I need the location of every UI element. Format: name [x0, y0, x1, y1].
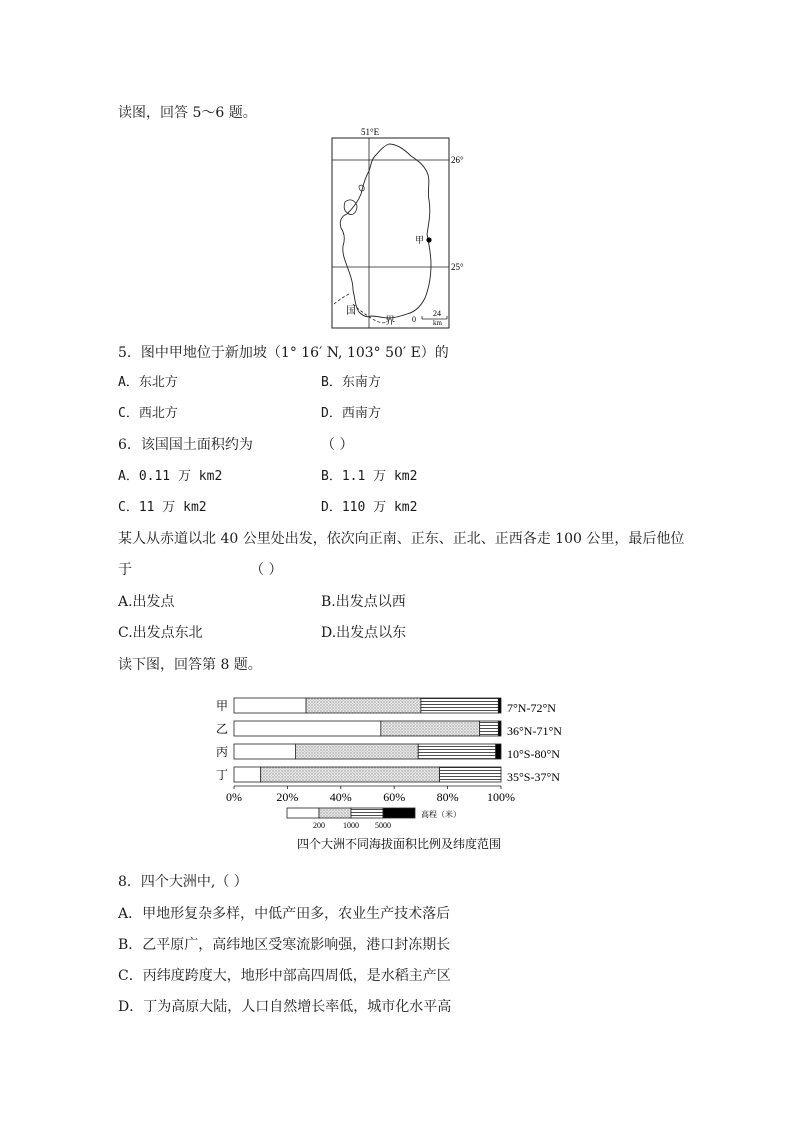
legend-swatch: [319, 808, 351, 818]
q6-option-b: B．1.1 万 km2: [321, 469, 418, 484]
border-label-guo: 国: [346, 306, 356, 317]
legend-swatch: [383, 808, 415, 818]
bar-segment-1000-乙: [381, 721, 480, 736]
legend-value: 1000: [343, 821, 359, 830]
q7-option-b: B.出发点以西: [321, 594, 406, 610]
bar-segment-1000-丙: [295, 744, 418, 759]
q6-option-a: A．0.11 万 km2: [118, 469, 223, 484]
bar-segment-200-丙: [234, 744, 295, 759]
q6-answer-bracket: （ ）: [321, 437, 354, 453]
legend-swatch: [287, 808, 319, 818]
elevation-chart: [212, 692, 592, 862]
q8-option-d: D．丁为高原大陆，人口自然增长率低，城市化水平高: [118, 999, 452, 1015]
point-jia-label: 甲: [415, 235, 425, 245]
latitude-range-label: 35°S-37°N: [507, 770, 560, 784]
q7-option-a: A.出发点: [118, 594, 175, 610]
q7-stem-line1: 某人从赤道以北 40 公里处出发，依次向正南、正东、正北、正西各走 100 公里，最后他位: [118, 531, 685, 547]
scale-zero: 0: [412, 315, 416, 324]
q5-stem: 5．图中甲地位于新加坡（1° 16′ N, 103° 50′ E）的: [118, 345, 449, 361]
bar-segment-200-甲: [234, 698, 306, 713]
category-label: 丙: [216, 745, 229, 759]
q5-option-c: C．西北方: [118, 406, 178, 421]
latitude-range-label: 10°S-80°N: [507, 747, 560, 761]
x-tick-label: 100%: [487, 790, 515, 804]
q8-stem: 8．四个大洲中,（ ）: [118, 874, 248, 890]
x-tick-label: 0%: [226, 790, 242, 804]
q5-option-a: A．东北方: [118, 375, 178, 390]
bar-segment-5000-甲: [421, 698, 498, 713]
q6-option-d: D．110 万 km2: [321, 500, 418, 515]
q5-option-d: D．西南方: [321, 406, 381, 421]
lon-label: 51°E: [361, 127, 380, 137]
lat-26-label: 26°: [451, 155, 464, 165]
bar-segment-5000-丁: [440, 767, 501, 782]
x-tick-label: 80%: [436, 790, 459, 804]
x-tick-label: 60%: [383, 790, 406, 804]
legend-title: 高程（米）: [421, 810, 461, 819]
qatar-map: [325, 126, 470, 332]
bar-segment-top-甲: [498, 698, 501, 713]
q5-option-b: B．东南方: [321, 375, 381, 390]
bar-segment-top-乙: [498, 721, 501, 736]
lat-25-label: 25°: [451, 262, 464, 272]
q7-answer-bracket: （ ）: [250, 562, 283, 578]
point-jia-marker: [426, 237, 431, 242]
category-label: 甲: [216, 699, 229, 713]
bar-segment-top-丙: [496, 744, 501, 759]
legend-value: 200: [313, 821, 325, 830]
bar-segment-5000-乙: [480, 721, 499, 736]
q7-option-d: D.出发点以东: [321, 625, 407, 641]
q8-option-a: A．甲地形复杂多样，中低产田多，农业生产技术落后: [118, 906, 451, 922]
bar-segment-200-乙: [234, 721, 381, 736]
scale-unit: km: [433, 319, 442, 327]
x-tick-label: 20%: [276, 790, 299, 804]
latitude-range-label: 7°N-72°N: [507, 701, 556, 715]
intro-8: 读下图，回答第 8 题。: [118, 657, 262, 673]
border-label-jie: 界: [385, 316, 395, 327]
legend-value: 5000: [375, 821, 391, 830]
q6-stem: 6．该国国土面积约为: [118, 437, 253, 453]
q6-option-c: C．11 万 km2: [118, 500, 207, 515]
intro-5-6: 读图，回答 5～6 题。: [118, 105, 257, 121]
q7-option-c: C.出发点东北: [118, 625, 203, 641]
q8-option-c: C．丙纬度跨度大，地形中部高四周低，是水稻主产区: [118, 968, 451, 984]
chart-caption: 四个大洲不同海拔面积比例及纬度范围: [297, 837, 502, 851]
bar-segment-1000-甲: [306, 698, 421, 713]
q8-option-b: B．乙平原广，高纬地区受寒流影响强，港口封冻期长: [118, 937, 451, 953]
bar-segment-1000-丁: [261, 767, 440, 782]
category-label: 乙: [216, 722, 229, 736]
scale-value: 24: [433, 309, 441, 318]
legend-swatch: [351, 808, 383, 818]
category-label: 丁: [216, 768, 229, 782]
q7-stem-line2: 于: [118, 562, 132, 578]
bar-segment-200-丁: [234, 767, 261, 782]
bar-segment-5000-丙: [418, 744, 495, 759]
latitude-range-label: 36°N-71°N: [507, 724, 562, 738]
x-tick-label: 40%: [329, 790, 352, 804]
